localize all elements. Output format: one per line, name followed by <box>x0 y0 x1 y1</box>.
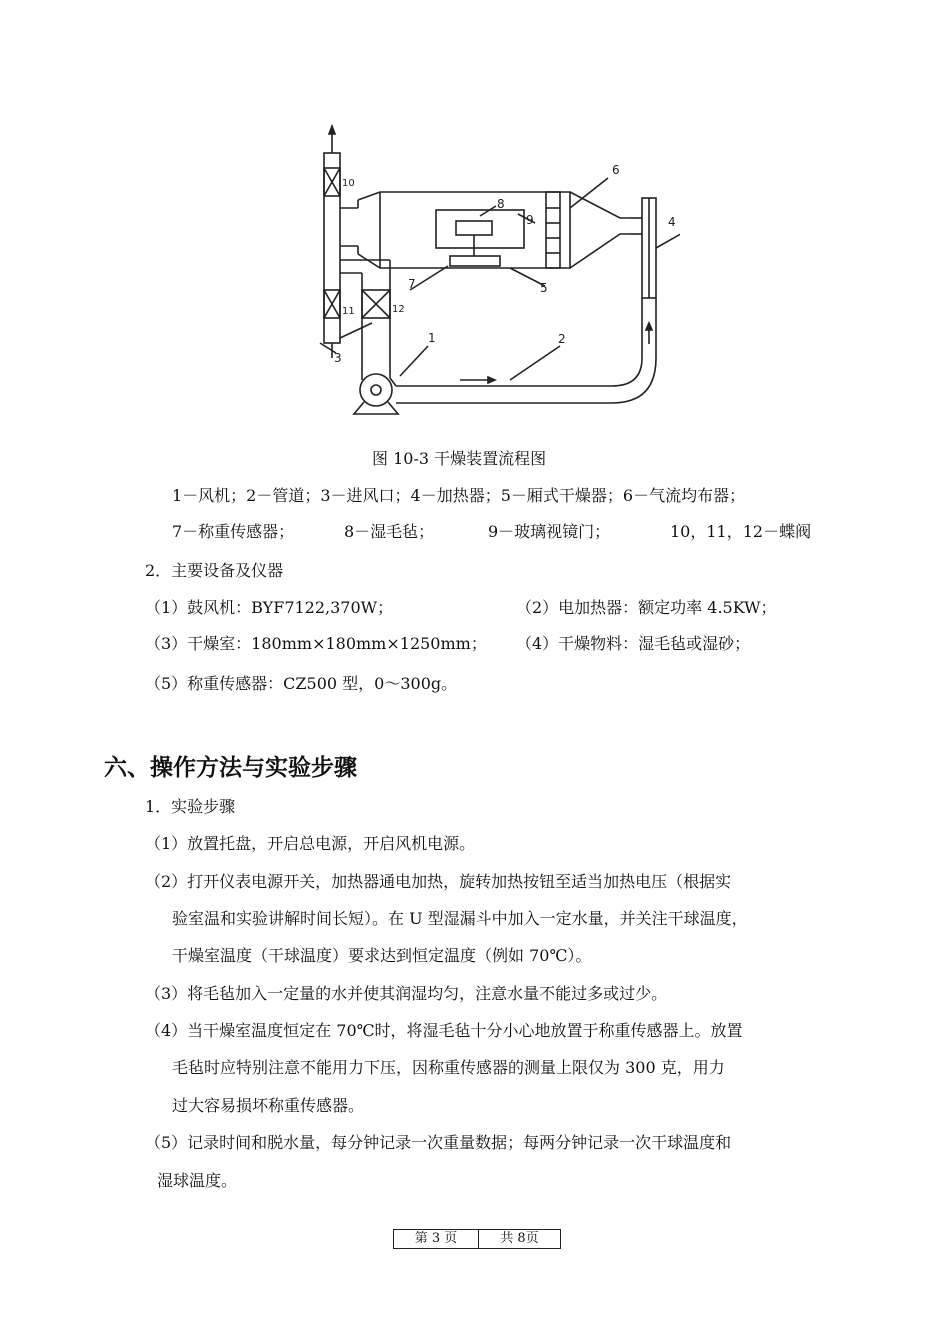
legend-item-8: 8－湿毛毡； <box>344 522 435 541</box>
equipment-item: （2）电加热器：额定功率 4.5KW； <box>516 598 777 617</box>
label-3: 3 <box>334 351 342 365</box>
step-1: （1）放置托盘，开启总电源，开启风机电源。 <box>145 834 476 853</box>
step-4-line-1: （4）当干燥室温度恒定在 70℃时，将湿毛毡十分小心地放置于称重传感器上。放置 <box>145 1021 743 1040</box>
step-2-line-1: （2）打开仪表电源开关，加热器通电加热，旋转加热按钮至适当加热电压（根据实 <box>145 872 732 891</box>
page-number: 第 3 页 <box>394 1230 479 1248</box>
equipment-heading: 2．主要设备及仪器 <box>145 561 284 580</box>
legend-item-9: 9－玻璃视镜门； <box>488 522 611 541</box>
tray <box>456 221 492 235</box>
step-4-line-2: 毛毡时应特别注意不能用力下压，因称重传感器的测量上限仅为 300 克，用力 <box>172 1058 725 1077</box>
step-2-line-2: 验室温和实验讲解时间长短）。在 U 型湿漏斗中加入一定水量，并关注干球温度， <box>172 909 748 928</box>
equipment-item: （1）鼓风机：BYF7122,370W； <box>145 598 394 617</box>
label-5: 5 <box>540 281 548 295</box>
label-4: 4 <box>668 215 676 229</box>
drying-apparatus-diagram <box>300 118 680 423</box>
step-2-line-3: 干燥室温度（干球温度）要求达到恒定温度（例如 70℃）。 <box>172 946 592 965</box>
label-12: 12 <box>392 304 405 315</box>
page-total: 共 8页 <box>500 1231 539 1246</box>
figure-caption: 图 10-3 干燥装置流程图 <box>372 449 547 468</box>
flow-distributor <box>546 192 560 268</box>
label-6: 6 <box>612 163 620 177</box>
section-subheading: 1．实验步骤 <box>145 797 236 816</box>
equipment-item: （5）称重传感器：CZ500 型，0～300g。 <box>145 674 458 693</box>
label-2: 2 <box>558 332 566 346</box>
legend-line-1: 1－风机；2－管道；3－进风口；4－加热器；5－厢式干燥器；6－气流均布器； <box>172 486 746 505</box>
label-11: 11 <box>342 306 355 317</box>
equipment-item: （3）干燥室：180mm×180mm×1250mm； <box>145 634 487 653</box>
legend-item-10-12: 10，11，12－蝶阀 <box>670 522 812 541</box>
label-1: 1 <box>428 331 436 345</box>
step-5-line-2: 湿球温度。 <box>157 1171 238 1190</box>
label-9: 9 <box>526 213 534 227</box>
step-3: （3）将毛毡加入一定量的水并使其润湿均匀，注意水量不能过多或过少。 <box>145 984 668 1003</box>
step-5-line-1: （5）记录时间和脱水量，每分钟记录一次重量数据；每两分钟记录一次干球温度和 <box>145 1133 732 1152</box>
legend-item-7: 7－称重传感器； <box>172 522 295 541</box>
weighing-sensor <box>450 256 500 266</box>
label-10: 10 <box>342 178 355 189</box>
equipment-item: （4）干燥物料：湿毛毡或湿砂； <box>516 634 751 653</box>
label-7: 7 <box>408 277 416 291</box>
step-4-line-3: 过大容易损坏称重传感器。 <box>172 1096 365 1115</box>
fan <box>360 374 392 406</box>
page-footer <box>393 1229 561 1249</box>
label-8: 8 <box>497 197 505 211</box>
section-title: 六、操作方法与实验步骤 <box>104 755 357 781</box>
